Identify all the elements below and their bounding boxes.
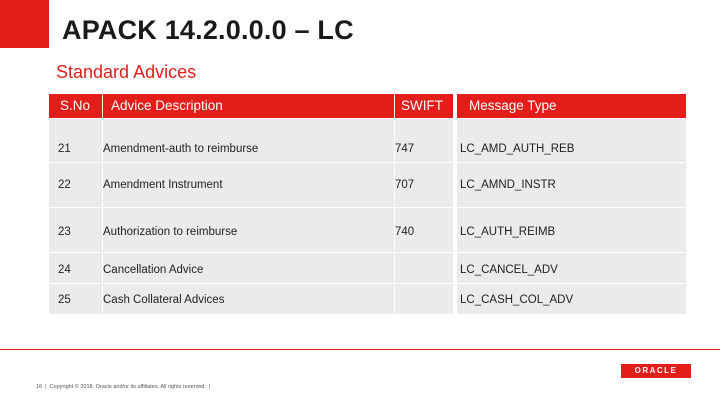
header-sno: S.No — [49, 94, 102, 118]
cell-sno: 21 — [49, 119, 102, 162]
header-advice-description: Advice Description — [103, 94, 394, 118]
cell-swift: 747 — [395, 119, 453, 162]
cell-description: Amendment Instrument — [103, 163, 394, 207]
table-row — [49, 208, 686, 252]
cell-message-type: LC_AMND_INSTR — [457, 163, 686, 207]
cell-message-type: LC_AUTH_REIMB — [457, 208, 686, 252]
cell-swift — [395, 284, 453, 314]
footer-separator: | — [207, 384, 211, 390]
slide-subtitle: Standard Advices — [56, 62, 197, 82]
cell-sno: 22 — [49, 163, 102, 207]
cell-description: Authorization to reimburse — [103, 208, 394, 252]
cell-message-type: LC_CASH_COL_ADV — [457, 284, 686, 314]
header-swift: SWIFT — [395, 94, 453, 118]
cell-sno: 24 — [49, 253, 102, 283]
page-number: 16 — [36, 384, 43, 390]
copyright-text: Copyright © 2018, Oracle and/or its affiliates. All rights reserved. — [49, 384, 206, 390]
oracle-logo: ORACLE — [621, 364, 691, 378]
footer-separator: | — [43, 384, 49, 390]
cell-sno: 23 — [49, 208, 102, 252]
cell-swift — [395, 253, 453, 283]
footer — [36, 384, 210, 390]
cell-description: Cancellation Advice — [103, 253, 394, 283]
header-message-type: Message Type — [457, 94, 686, 118]
table-row — [49, 163, 686, 207]
cell-description: Cash Collateral Advices — [103, 284, 394, 314]
cell-sno: 25 — [49, 284, 102, 314]
table-row — [49, 253, 686, 283]
accent-bar — [0, 0, 49, 48]
cell-message-type: LC_AMD_AUTH_REB — [457, 119, 686, 162]
slide-title: APACK 14.2.0.0.0 – LC — [62, 15, 354, 45]
table-row — [49, 119, 686, 162]
cell-description: Amendment-auth to reimburse — [103, 119, 394, 162]
cell-message-type: LC_CANCEL_ADV — [457, 253, 686, 283]
table-row — [49, 284, 686, 314]
cell-swift: 707 — [395, 163, 453, 207]
footer-divider — [0, 349, 720, 350]
cell-swift: 740 — [395, 208, 453, 252]
